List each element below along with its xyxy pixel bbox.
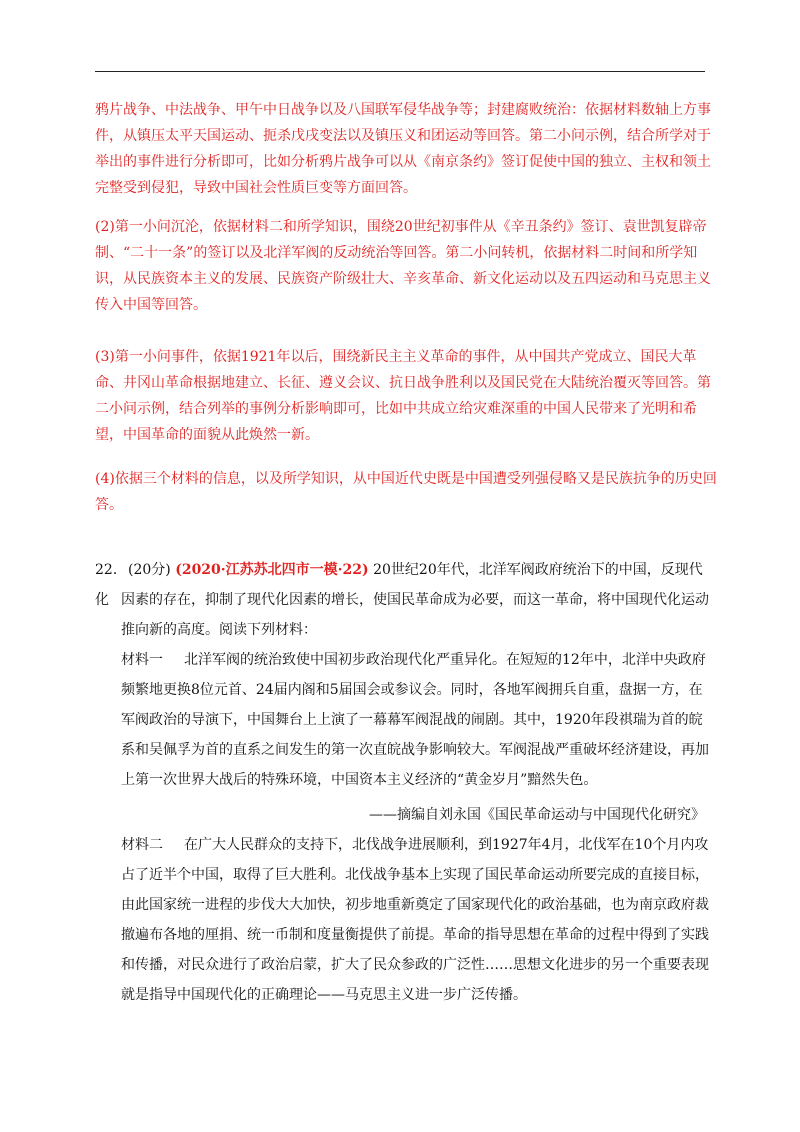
question-intro-first: 20世纪20年代，北洋军阀政府统治下的中国，反现代化	[95, 562, 703, 608]
question-source: (2020·江苏苏北四市一模·22)	[175, 562, 369, 578]
material-1-text: 北洋军阀的统治致使中国初步政治现代化严重异化。在短短的12年中，北洋中央政府频繁地更换8位元首、24届内阁和5届国会或参议会。同时，各地军阀拥兵自重，盘据一方，在军阀政治的导演下，中国舞台上上演了一幕幕军阀混战的闹剧。其中，1920年段祺瑞为首的皖系和吴佩孚为首的直系之间发生的第一次直皖战争影响较大。军阀混战严重破坏经济建设，再加上第一次世界大战后的特殊环境，中国资本主义经济的“黄金岁月”黯然失色。	[121, 652, 709, 788]
material-2-label: 材料二	[121, 837, 163, 853]
answer-paragraph-1: 鸦片战争、中法战争、甲午中日战争以及八国联军侵华战争等；封建腐败统治：依据材料数轴上方事件，从镇压太平天国运动、扼杀戊戌变法以及镇压义和团运动等回答。第二小问示例，结合所学对于举出的事件进行分析即可，比如分析鸦片战争可以从《南京条约》签订促使中国的独立、主权和领土完整受到侵犯，导致中国社会性质巨变等方面回答。	[95, 102, 711, 196]
answer-paragraph-4: (4)依据三个材料的信息，以及所学知识，从中国近代史既是中国遭受列强侵略又是民族抗争的历史回答。	[95, 471, 717, 513]
material-2-text: 在广大人民群众的支持下，北伐战争进展顺利，到1927年4月，北伐军在10个月内攻占了近半个中国，取得了巨大胜利。北伐战争基本上实现了国民革命运动所要完成的直接目标，由此国家统一进程的步伐大大加快，初步地重新奠定了国家现代化的政治基础，也为南京政府裁撤遍布各地的厘捐、统一币制和度量衡提供了前提。革命的指导思想在革命的过程中得到了实践和传播，对民众进行了政治启蒙，扩大了民众参政的广泛性……思想文化进步的另一个重要表现就是指导中国现代化的正确理论——马克思主义进一步广泛传播。	[121, 837, 709, 1003]
answer-paragraph-3: (3)第一小问事件，依据1921年以后，围绕新民主主义革命的事件，从中国共产党成立、国民大革命、井冈山革命根据地建立、长征、遵义会议、抗日战争胜利以及国民党在大陆统治覆灭等回答。第二小问示例，结合列举的事例分析影响即可，比如中共成立给灾难深重的中国人民带来了光明和希望，中国革命的面貌从此焕然一新。	[95, 349, 711, 443]
material-1-label: 材料一	[121, 652, 163, 668]
material-1	[121, 645, 715, 795]
material-2	[121, 830, 715, 1010]
question-number: 22．	[95, 562, 127, 578]
question-score: (20分)	[128, 562, 176, 578]
question-intro: 因素的存在，抑制了现代化因素的增长，使国民革命成为必要，而这一革命，将中国现代化运动推向新的高度。阅读下列材料：	[121, 592, 709, 638]
header-rule	[95, 71, 705, 72]
material-1-citation: ——摘编自刘永国《国民革命运动与中国现代化研究》	[369, 807, 705, 823]
answer-paragraph-2: (2)第一小问沉沦，依据材料二和所学知识，围绕20世纪初事件从《辛丑条约》签订、袁世凯复辟帝制、“二十一条”的签订以及北洋军阀的反动统治等回答。第二小问转机，依据材料二时间和所学知识，从民族资本主义的发展、民族资产阶级壮大、辛亥革命、新文化运动以及五四运动和马克思主义传入中国等回答。	[95, 219, 711, 313]
